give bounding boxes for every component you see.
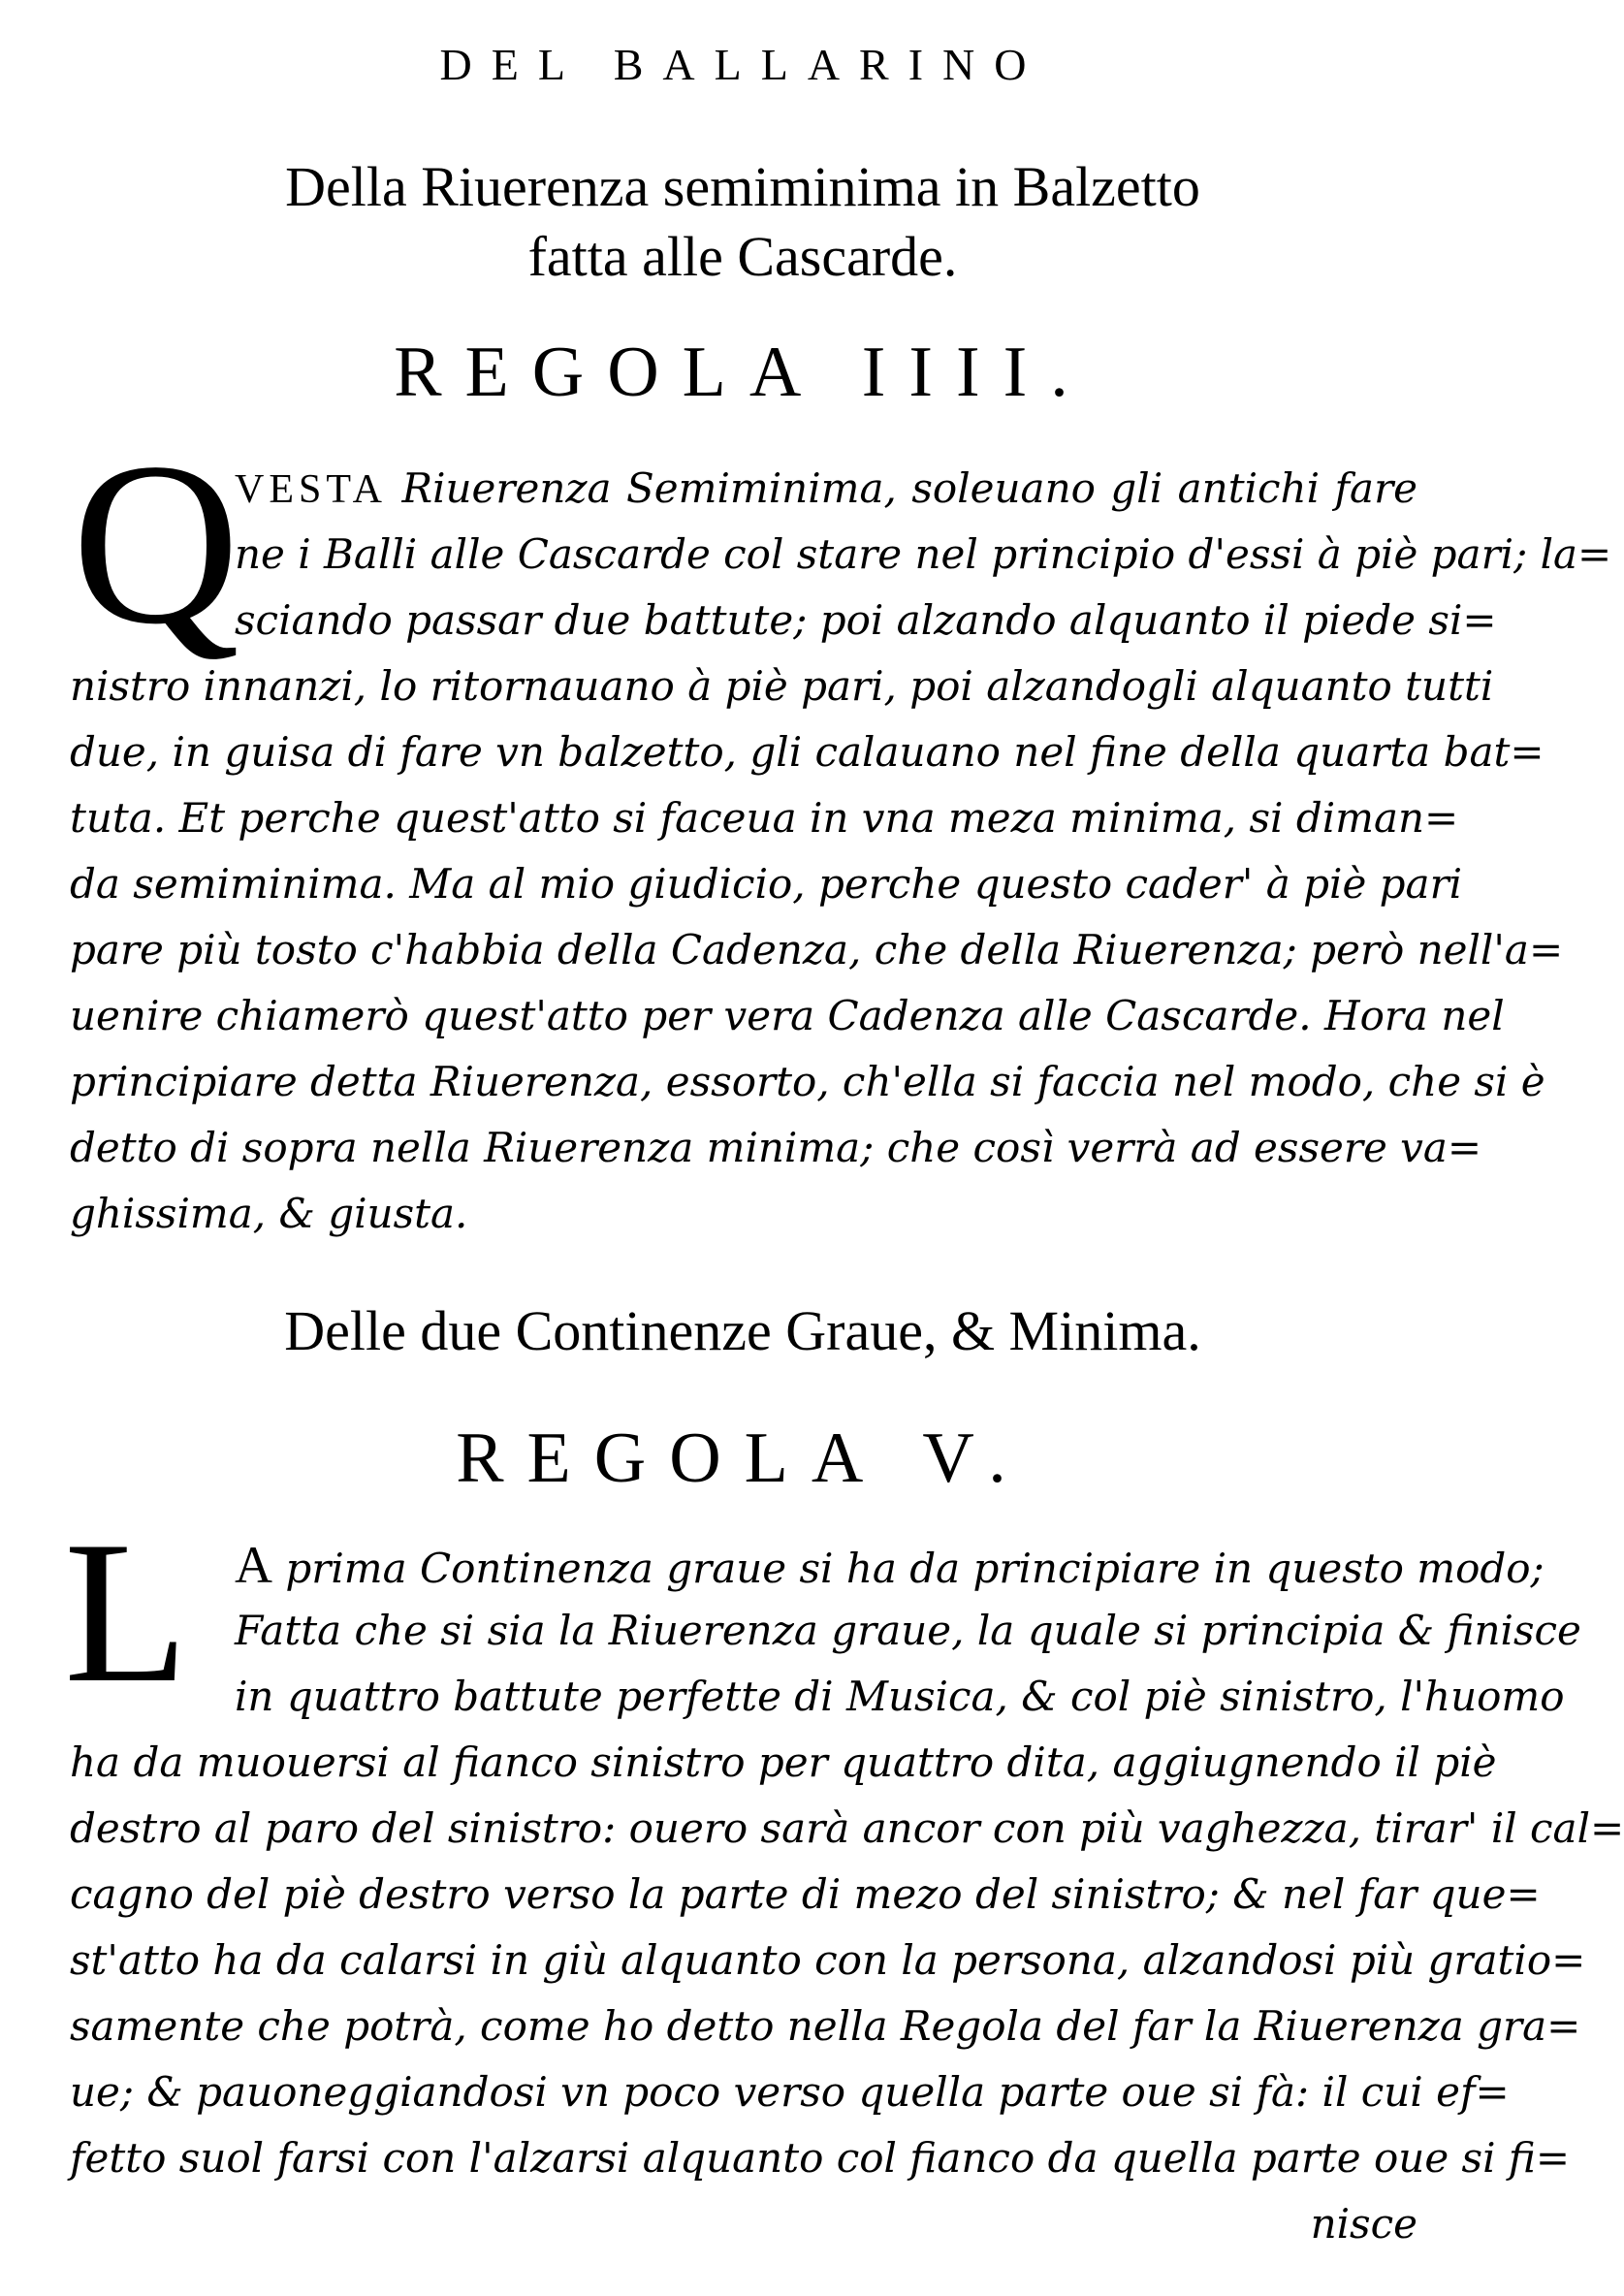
rule-heading-4: REGOLA IIII. [394,333,1092,412]
text-line: principiare detta Riuerenza, essorto, ch'ella si faccia nel modo, che si è [70,1058,1545,1105]
running-head: DEL BALLARINO [439,40,1046,89]
text-line: destro al paro del sinistro: ouero sarà ancor con più vaghezza, tirar' il cal= [70,1804,1624,1852]
section-title-2: Delle due Continenze Graue, & Minima. [284,1299,1201,1362]
text-line [235,456,1417,522]
rule-heading-5: REGOLA V. [456,1419,1030,1498]
text-line-content: Riuerenza Semiminima, soleuano gli antichi fare [401,464,1418,512]
text-line: nistro innanzi, lo ritornauano à piè pari, poi alzandogli alquanto tutti [70,662,1494,710]
text-line [235,1532,1544,1598]
text-line-content: prima Continenza graue si ha da principiare in questo modo; [285,1545,1544,1592]
text-line: uenire chiamerò quest'atto per vera Cadenza alle Cascarde. Hora nel [70,992,1505,1039]
text-line: sciando passar due battute; poi alzando alquanto il piede si= [235,596,1497,644]
text-line: samente che potrà, come ho detto nella Regola del far la Riuerenza gra= [70,2002,1581,2050]
text-line: cagno del piè destro verso la parte di mezo del sinistro; & nel far que= [70,1870,1541,1918]
text-line: ue; & pauoneggiandosi vn poco verso quella parte oue si fà: il cui ef= [70,2068,1510,2116]
text-line: fetto suol farsi con l'alzarsi alquanto col fianco da quella parte oue si fi= [70,2134,1571,2182]
text-line: tuta. Et perche quest'atto si faceua in vna meza minima, si diman= [70,794,1459,842]
opening-word: VESTA [235,467,387,512]
text-line: ha da muouersi al fianco sinistro per quattro dita, aggiugnendo il piè [70,1738,1497,1786]
drop-cap-l: L [64,1500,189,1725]
rule-4-body-text [70,456,1612,1247]
opening-letter: A [235,1536,272,1594]
text-line: ghissima, & giusta. [70,1190,468,1237]
drop-cap-q: Q [72,414,240,672]
text-line: in quattro battute perfette di Musica, & col piè sinistro, l'huomo [235,1673,1565,1720]
text-line: ne i Balli alle Cascarde col stare nel principio d'essi à piè pari; la= [235,530,1612,578]
section-title-1-line-2: fatta alle Cascarde. [527,225,958,288]
catchword: nisce [1310,2200,1417,2248]
text-line: st'atto ha da calarsi in giù alquanto con la persona, alzandosi più gratio= [70,1936,1586,1984]
text-line: da semiminima. Ma al mio giudicio, perche questo cader' à piè pari [70,860,1463,908]
text-line: pare più tosto c'habbia della Cadenza, che della Riuerenza; però nell'a= [70,926,1564,973]
section-title-1-line-1: Della Riuerenza semiminima in Balzetto [285,155,1200,218]
text-line: detto di sopra nella Riuerenza minima; che così verrà ad essere va= [70,1124,1482,1171]
text-line: due, in guisa di fare vn balzetto, gli calauano nel fine della quarta bat= [70,728,1544,776]
text-line: Fatta che si sia la Riuerenza graue, la quale si principia & finisce [235,1607,1581,1654]
rule-5-body-text [70,1532,1624,2257]
